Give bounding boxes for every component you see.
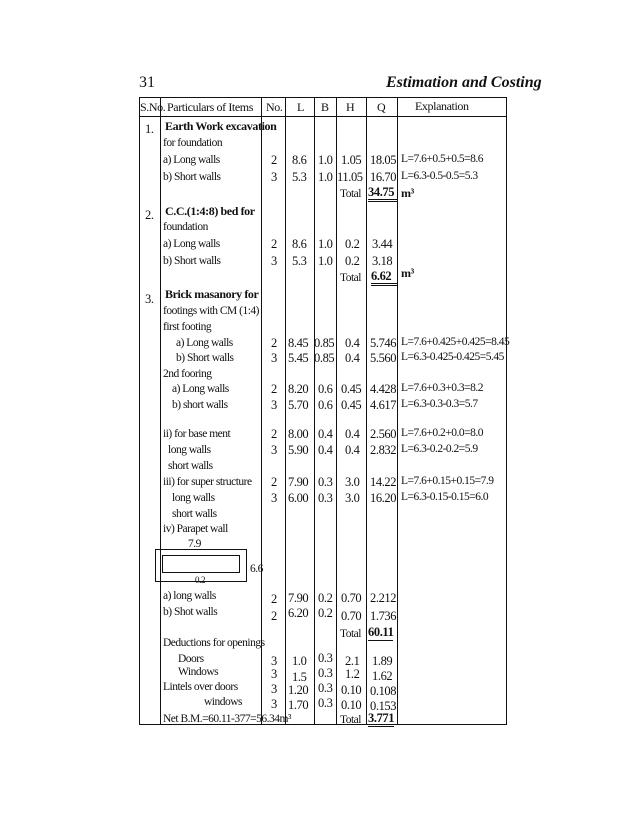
item1-long-q: 18.05 <box>370 153 397 167</box>
item2-total: 6.62 <box>371 269 398 286</box>
item2-short-b: 1.0 <box>318 254 333 268</box>
item3-sub2: first footing <box>163 321 212 333</box>
super-short-no: 3 <box>271 491 277 505</box>
f1-short-l: 5.45 <box>288 351 309 365</box>
col-header-q: Q <box>377 100 386 114</box>
f2-short-l: 5.70 <box>288 398 309 412</box>
parapet-dim-side: 6.6 <box>250 563 263 575</box>
col-line-right <box>506 97 507 724</box>
item2-short-q: 3.18 <box>372 254 393 268</box>
f1-short-q: 5.560 <box>370 351 397 365</box>
basement-long-b: 0.4 <box>318 427 333 441</box>
super-short-exp: L=6.3-0.15-0.15=6.0 <box>401 491 489 503</box>
col-line-h <box>366 97 367 724</box>
super-short-q: 16.20 <box>370 491 397 505</box>
f1-long-exp: L=7.6+0.425+0.425=8.45 <box>401 336 510 348</box>
f2-long-exp: L=7.6+0.3+0.3=8.2 <box>401 382 483 394</box>
f1-short-no: 3 <box>271 351 277 365</box>
item1-unit: m³ <box>401 186 414 200</box>
lintels-doors-no: 3 <box>271 682 277 696</box>
col-line-b <box>336 97 337 724</box>
f2-short-h: 0.45 <box>341 398 362 412</box>
item3-sno: 3. <box>145 292 154 306</box>
doors-b: 0.3 <box>318 651 333 665</box>
f2-short-no: 3 <box>271 398 277 412</box>
page-number: 31 <box>139 74 155 91</box>
super-long-b: 0.3 <box>318 475 333 489</box>
item3-total: 60.11 <box>368 625 394 639</box>
item1-short-b: 1.0 <box>318 170 333 184</box>
f1-long-h: 0.4 <box>345 336 360 350</box>
parapet-long-h: 0.70 <box>341 591 362 605</box>
f2-short-exp: L=6.3-0.3-0.3=5.7 <box>401 398 478 410</box>
basement-short-exp: L=6.3-0.2-0.2=5.9 <box>401 443 478 455</box>
f1-long-no: 2 <box>271 336 277 350</box>
f2-short-b: 0.6 <box>318 398 333 412</box>
col-header-h: H <box>346 100 355 114</box>
parapet-dim-top: 7.9 <box>188 538 201 550</box>
parapet-long-l: 7.90 <box>288 591 309 605</box>
parapet-long-label: a) long walls <box>163 590 216 602</box>
parapet-long-no: 2 <box>271 592 277 606</box>
basement-long-q: 2.560 <box>370 427 397 441</box>
item2-long-h: 0.2 <box>345 237 360 251</box>
lintels-doors-l: 1.20 <box>288 683 309 697</box>
parapet-long-q: 2.212 <box>370 591 397 605</box>
item2-long-b: 1.0 <box>318 237 333 251</box>
item2-long-l: 8.6 <box>292 237 307 251</box>
super-long-exp: L=7.6+0.15+0.15=7.9 <box>401 475 494 487</box>
item2-short-l: 5.3 <box>292 254 307 268</box>
item1-long-b: 1.0 <box>318 153 333 167</box>
col-line-no <box>285 97 286 724</box>
basement-short-no: 3 <box>271 443 277 457</box>
parapet-short-q: 1.736 <box>370 609 397 623</box>
parapet-short-no: 2 <box>271 609 277 623</box>
f1-short-label: b) Short walls <box>176 352 234 364</box>
item3-total-label: Total <box>340 628 361 640</box>
lintels-doors-h: 0.10 <box>341 683 362 697</box>
superstructure-label: iii) for super structure <box>163 476 252 488</box>
doors-no: 3 <box>271 654 277 668</box>
net-total: 3.771 <box>368 711 395 725</box>
table-top-border <box>139 97 507 98</box>
basement-long-exp: L=7.6+0.2+0.0=8.0 <box>401 427 483 439</box>
super-long-no: 2 <box>271 475 277 489</box>
super-short-l: 6.00 <box>288 491 309 505</box>
col-header-sno: S.No. <box>140 100 166 114</box>
f1-short-b: 0.85 <box>314 351 335 365</box>
lintels-windows-l: 1.70 <box>288 698 309 712</box>
basement-short-label: short walls <box>168 460 213 472</box>
parapet-long-b: 0.2 <box>318 591 333 605</box>
parapet-sketch-inner <box>162 555 240 573</box>
super-short-label: short walls <box>172 508 217 520</box>
parapet-short-label: b) Shot walls <box>163 606 218 618</box>
item1-short-h: 11.05 <box>337 170 363 184</box>
f1-short-exp: L=6.3-0.425-0.425=5.45 <box>401 351 504 363</box>
parapet-short-l: 6.20 <box>288 606 309 620</box>
f1-long-label: a) Long walls <box>176 337 233 349</box>
col-line-sno <box>160 97 161 724</box>
doors-label: Doors <box>178 653 204 665</box>
item1-short-exp: L=6.3-0.5-0.5=5.3 <box>401 170 478 182</box>
basement-long-no: 2 <box>271 427 277 441</box>
item1-long-no: 2 <box>271 153 277 167</box>
windows-no: 3 <box>271 667 277 681</box>
f2-long-no: 2 <box>271 382 277 396</box>
col-header-particulars: Particulars of Items <box>167 100 253 114</box>
lintels-windows-label: windows <box>204 696 243 708</box>
basement-short-b: 0.4 <box>318 443 333 457</box>
book-title: Estimation and Costing <box>386 74 542 91</box>
item1-sno: 1. <box>145 122 154 136</box>
f1-long-b: 0.85 <box>314 336 335 350</box>
col-line-l <box>314 97 315 724</box>
deductions-label: Deductions for openings <box>163 637 265 649</box>
item2-sno: 2. <box>145 208 154 222</box>
second-footing-label: 2nd fooring <box>163 368 212 380</box>
lintels-windows-q: 0.153 <box>370 699 397 713</box>
f1-long-l: 8.45 <box>288 336 309 350</box>
basement-long-label: long walls <box>168 444 211 456</box>
super-long-h: 3.0 <box>345 475 360 489</box>
windows-label: Windows <box>178 666 219 678</box>
item1-sub: for foundation <box>163 137 223 149</box>
f2-long-h: 0.45 <box>341 382 362 396</box>
item3-sub1: footings with CM (1:4) <box>163 305 260 317</box>
item1-short-no: 3 <box>271 170 277 184</box>
parapet-dim-inner: 0.2 <box>195 575 206 585</box>
lintels-doors-label: Lintels over doors <box>163 681 238 693</box>
lintels-windows-h: 0.10 <box>341 698 362 712</box>
item2-sub: foundation <box>163 221 208 233</box>
col-line-particulars <box>261 97 262 724</box>
basement-long-h: 0.4 <box>345 427 360 441</box>
super-long-label: long walls <box>172 492 215 504</box>
item2-unit: m³ <box>401 266 414 280</box>
super-long-q: 14.22 <box>370 475 397 489</box>
col-header-explanation: Explanation <box>415 99 469 113</box>
item1-total: 34.75 <box>368 185 398 202</box>
lintels-windows-no: 3 <box>271 697 277 711</box>
doors-l: 1.0 <box>292 654 307 668</box>
basement-label: ii) for base ment <box>163 428 231 440</box>
item2-title: C.C.(1:4:8) bed for <box>165 204 255 218</box>
f2-long-q: 4.428 <box>370 382 397 396</box>
item1-title: Earth Work excavation <box>165 119 277 133</box>
item2-total-label: Total <box>340 272 361 284</box>
windows-l: 1.5 <box>292 670 307 684</box>
f2-long-b: 0.6 <box>318 382 333 396</box>
item1-short-l: 5.3 <box>292 170 307 184</box>
doors-q: 1.89 <box>372 654 393 668</box>
doors-h: 2.1 <box>345 654 360 668</box>
parapet-short-h: 0.70 <box>341 609 362 623</box>
item2-long-q: 3.44 <box>372 237 393 251</box>
parapet-short-b: 0.2 <box>318 606 333 620</box>
item2-short-label: b) Short walls <box>163 255 221 267</box>
header-bottom-border <box>139 116 507 117</box>
item2-long-label: a) Long walls <box>163 238 220 250</box>
item1-long-label: a) Long walls <box>163 154 220 166</box>
net-total-label: Total <box>340 714 361 726</box>
basement-short-q: 2.832 <box>370 443 397 457</box>
f2-short-q: 4.617 <box>370 398 397 412</box>
item1-short-q: 16.70 <box>370 170 397 184</box>
col-header-l: L <box>297 100 304 114</box>
basement-short-l: 5.90 <box>288 443 309 457</box>
lintels-windows-b: 0.3 <box>318 696 333 710</box>
item3-title: Brick masanory for <box>165 287 259 301</box>
col-header-b: B <box>321 100 329 114</box>
item2-short-h: 0.2 <box>345 254 360 268</box>
item1-long-l: 8.6 <box>292 153 307 167</box>
item2-short-no: 3 <box>271 254 277 268</box>
item1-short-label: b) Short walls <box>163 171 221 183</box>
basement-short-h: 0.4 <box>345 443 360 457</box>
item1-long-h: 1.05 <box>341 153 362 167</box>
item1-long-exp: L=7.6+0.5+0.5=8.6 <box>401 153 483 165</box>
f2-long-label: a) Long walls <box>172 383 229 395</box>
lintels-doors-b: 0.3 <box>318 681 333 695</box>
super-long-l: 7.90 <box>288 475 309 489</box>
f1-short-h: 0.4 <box>345 351 360 365</box>
super-short-h: 3.0 <box>345 491 360 505</box>
f2-long-l: 8.20 <box>288 382 309 396</box>
item1-total-label: Total <box>340 188 361 200</box>
windows-b: 0.3 <box>318 666 333 680</box>
windows-q: 1.62 <box>372 669 393 683</box>
lintels-doors-q: 0.108 <box>370 684 397 698</box>
super-short-b: 0.3 <box>318 491 333 505</box>
item2-long-no: 2 <box>271 237 277 251</box>
col-line-left <box>139 97 140 724</box>
windows-h: 1.2 <box>345 667 360 681</box>
f2-short-label: b) short walls <box>172 399 228 411</box>
parapet-label: iv) Parapet wall <box>163 523 228 535</box>
net-brick-masonry: Net B.M.=60.11-377=56.34m³ <box>163 713 291 725</box>
f1-long-q: 5.746 <box>370 336 397 350</box>
basement-long-l: 8.00 <box>288 427 309 441</box>
col-header-no: No. <box>266 100 283 114</box>
